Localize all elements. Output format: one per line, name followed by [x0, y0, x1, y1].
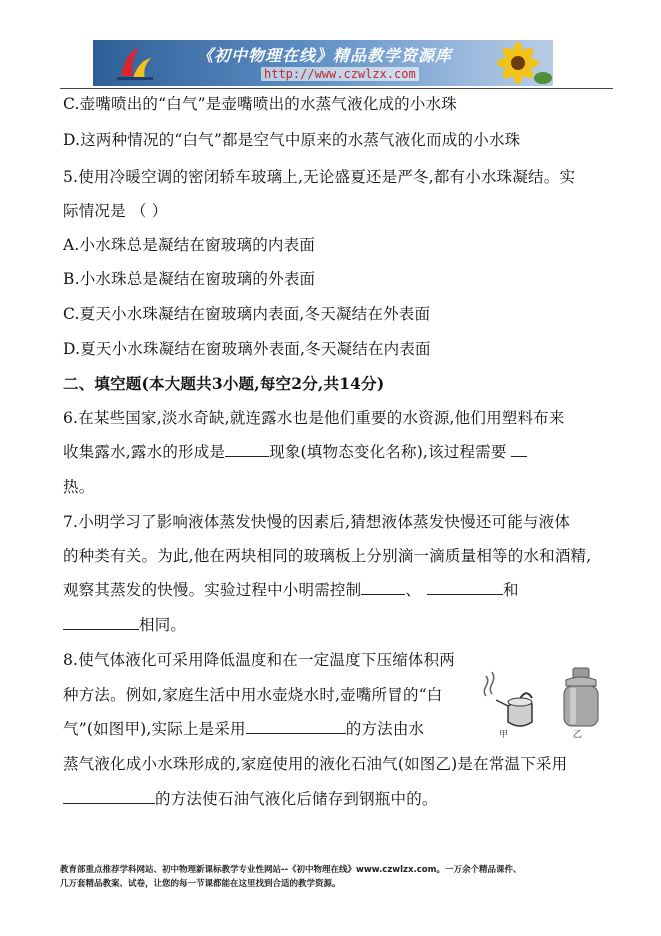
question-8-text-b: 的方法由水 — [345, 720, 425, 738]
sunflower-icon — [483, 40, 553, 86]
footer-line-2: 几万套精品教案、试卷，让您的每一节课都能在这里找到合适的教学资源。 — [60, 879, 341, 889]
question-8-line-5 — [63, 788, 438, 810]
question-8-text-c: 的方法使石油气液化后储存到钢瓶中的。 — [155, 790, 438, 808]
question-8-line-4: 蒸气液化成小水珠形成的,家庭使用的液化石油气(如图乙)是在常温下采用 — [63, 755, 568, 773]
figure-jia-label: 甲 — [499, 730, 509, 740]
question-7-text-b: 和 — [503, 581, 519, 599]
banner-title: 《初中物理在线》精品教学资源库 — [197, 46, 453, 65]
question-6-line-3: 热。 — [63, 478, 95, 496]
header-banner — [93, 40, 553, 86]
answer-blank-6[interactable] — [246, 718, 346, 734]
section-2-heading: 二、填空题(本大题共3小题,每空2分,共14分) — [63, 374, 385, 393]
question-6-text-b: 现象(填物态变化名称),该过程需要 — [269, 443, 507, 461]
question-5-stem: 5.使用冷暖空调的密闭轿车玻璃上,无论盛夏还是严冬,都有小水珠凝结。实 — [63, 168, 576, 186]
question-8-line-1: 8.使气体液化可采用降低温度和在一定温度下压缩体积两 — [63, 651, 455, 669]
footer-line-1: 教育部重点推荐学科网站、初中物理新课标教学专业性网站--《初中物理在线》www.czwlzx.com。一万余个精品课件、 — [60, 865, 522, 875]
option-c: C.壶嘴喷出的“白气”是壶嘴喷出的水蒸气液化成的小水珠 — [63, 95, 457, 113]
option-d: D.这两种情况的“白气”都是空气中原来的水蒸气液化而成的小水珠 — [63, 131, 521, 149]
answer-blank-3[interactable] — [361, 579, 405, 595]
question-8-line-2: 种方法。例如,家庭生活中用水壶烧水时,壶嘴所冒的“白 — [63, 686, 443, 704]
question-7-line-4 — [63, 614, 186, 636]
page-footer — [60, 863, 620, 891]
answer-blank-2[interactable] — [511, 441, 527, 457]
question-5-option-c: C.夏天小水珠凝结在窗玻璃内表面,冬天凝结在外表面 — [63, 305, 431, 323]
question-5-option-a: A.小水珠总是凝结在窗玻璃的内表面 — [63, 236, 316, 254]
figure-yi-label: 乙 — [573, 730, 583, 740]
logo-icon — [115, 44, 155, 82]
question-8-text-a: 气”(如图甲),实际上是采用 — [63, 720, 246, 738]
question-7-line-1: 7.小明学习了影响液体蒸发快慢的因素后,猜想液体蒸发快慢还可能与液体 — [63, 513, 571, 531]
answer-blank-1[interactable] — [225, 441, 269, 457]
question-7-text-a: 观察其蒸发的快慢。实验过程中小明需控制 — [63, 581, 362, 599]
question-5-option-b: B.小水珠总是凝结在窗玻璃的外表面 — [63, 270, 316, 288]
answer-blank-7[interactable] — [63, 788, 155, 804]
question-7-text-c: 相同。 — [139, 616, 187, 634]
header-divider — [60, 88, 613, 89]
answer-blank-5[interactable] — [63, 614, 139, 630]
question-7-line-2: 的种类有关。为此,他在两块相同的玻璃板上分别滴一滴质量相等的水和酒精, — [63, 547, 592, 565]
question-6-line-2 — [63, 441, 527, 463]
banner-url[interactable]: http://www.czwlzx.com — [261, 67, 419, 81]
question-5-option-d: D.夏天小水珠凝结在窗玻璃外表面,冬天凝结在内表面 — [63, 340, 431, 358]
question-7-line-3 — [63, 579, 519, 601]
question-5-stem-cont: 际情况是 （ ） — [63, 202, 168, 220]
question-6-line-1: 6.在某些国家,淡水奇缺,就连露水也是他们重要的水资源,他们用塑料布来 — [63, 409, 565, 427]
question-6-text-a: 收集露水,露水的形成是 — [63, 443, 226, 461]
question-7-sep: 、 — [405, 581, 422, 599]
question-8-line-3 — [63, 718, 424, 740]
answer-blank-4[interactable] — [427, 579, 503, 595]
